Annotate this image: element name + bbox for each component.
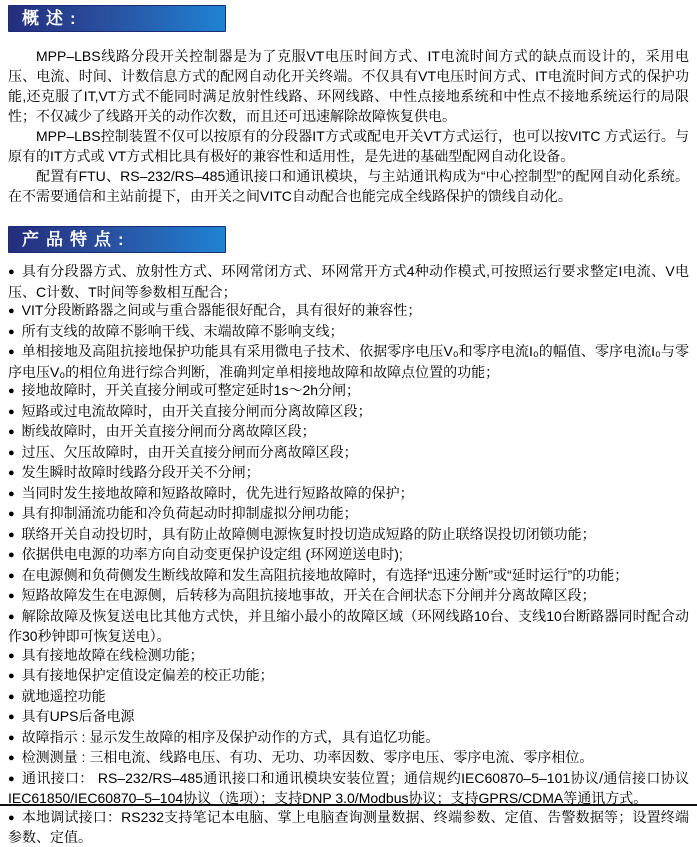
feature-item xyxy=(8,666,689,687)
feature-text: 依据供电电源的功率方向自动变更保护设定组 (环网逆送电时); xyxy=(21,546,403,562)
feature-item xyxy=(8,607,689,646)
feature-item xyxy=(8,769,689,808)
section-header-overview xyxy=(8,5,226,32)
bullet-icon: ● xyxy=(8,811,15,824)
bullet-icon: ● xyxy=(8,528,15,541)
feature-text: 具有UPS后备电源 xyxy=(21,708,135,724)
overview-title: 概述: xyxy=(22,9,83,28)
bullet-icon: ● xyxy=(8,569,15,582)
feature-text: 通讯接口： RS–232/RS–485通讯接口和通讯模块安装位置；通信规约IEC60870–5–101协议/通信接口协议IEC61850/IEC60870–5–104协议（选项）；支持DNP 3.0/Modbus协议；支持GPRS/CDMA等通讯方式。 xyxy=(8,769,689,806)
feature-text: 过压、欠压故障时，由开关直接分闸而分离故障区段； xyxy=(21,443,358,460)
feature-text: 短路故障发生在电源侧，后转移为高阻抗接地事故，开关在合闸状态下分闸并分离故障区段； xyxy=(21,587,596,603)
feature-item xyxy=(8,463,689,484)
feature-item xyxy=(8,262,689,301)
feature-text: 单相接地及高阻抗接地保护功能具有采用微电子技术、依据零序电压V₀和零序电流I₀的幅值、零序电流I₀与零序电压V₀的相位角进行综合判断，准确判定单相接地故障和故障点位置的功能； xyxy=(8,343,689,380)
bottom-divider xyxy=(0,804,697,806)
feature-item xyxy=(8,748,689,769)
feature-text: 当同时发生接地故障和短路故障时，优先进行短路故障的保护； xyxy=(21,484,414,501)
feature-text: 短路或过电流故障时，由开关直接分闸而分离故障区段； xyxy=(21,402,372,419)
feature-text: 检测测量 : 三相电流、线路电压、有功、无功、功率因数、零序电压、零序电流、零序相位。 xyxy=(21,749,594,765)
bullet-icon: ● xyxy=(8,487,15,500)
feature-text: 具有分段器方式、放射性方式、环网常闭方式、环网常开方式4种动作模式,可按照运行要求整定I电流、V电压、C计数、T时间等参数相互配合； xyxy=(8,263,689,300)
feature-text: 本地调试接口：RS232支持笔记本电脑、掌上电脑查询测量数据、终端参数、定值、告警数据等；设置终端参数、定值。 xyxy=(8,808,689,845)
bullet-icon: ● xyxy=(8,305,15,317)
feature-item xyxy=(8,687,689,708)
bullet-icon: ● xyxy=(8,467,15,479)
feature-text: 故障指示 : 显示发生故障的相序及保护动作的方式，具有追忆功能。 xyxy=(21,728,440,745)
feature-text: 发生瞬时故障时线路分段开关不分闸； xyxy=(21,464,260,480)
feature-text: VIT分段断路器之间或与重合器能很好配合，具有很好的兼容性； xyxy=(21,302,422,318)
bullet-icon: ● xyxy=(8,752,15,764)
bullet-icon: ● xyxy=(8,649,15,662)
feature-item xyxy=(8,707,689,728)
feature-item xyxy=(8,381,689,402)
bullet-icon: ● xyxy=(8,690,15,703)
feature-item xyxy=(8,728,689,749)
overview-paragraph: MPP–LBS控制装置不仅可以按原有的分段器IT方式或配电开关VT方式运行，也可以按VITC 方式运行。与原有的IT方式或 VT方式相比具有极好的兼容性和适用性，是先进的基础型配网自动化设备。 xyxy=(8,128,689,164)
feature-item xyxy=(8,545,689,566)
feature-item xyxy=(8,322,689,343)
bullet-icon: ● xyxy=(8,385,15,397)
feature-item xyxy=(8,586,689,607)
bullet-icon: ● xyxy=(8,446,15,459)
feature-item xyxy=(8,808,689,847)
feature-item xyxy=(8,422,689,443)
bullet-icon: ● xyxy=(8,508,15,520)
feature-text: 就地遥控功能 xyxy=(21,687,106,704)
feature-text: 接地故障时，开关直接分闸或可整定延时1s～2h分闸； xyxy=(21,382,361,398)
overview-paragraph: 配置有FTU、RS–232/RS–485通讯接口和通讯模块，与主站通讯构成为“中心控制型”的配网自动化系统。在不需要通信和主站前提下，由开关之间VITC自动配合也能完成全线路保护的馈线自动化。 xyxy=(8,168,689,204)
feature-text: 具有抑制涌流功能和冷负荷起动时抑制虚拟分闸功能； xyxy=(21,505,358,521)
feature-text: 解除故障及恢复送电比其他方式快，并且缩小最小的故障区域（环网线路10台、支线10台断路器同时配合动作30秒钟即可恢复送电）。 xyxy=(8,607,689,644)
feature-item xyxy=(8,525,689,546)
bullet-icon: ● xyxy=(8,266,15,278)
bullet-icon: ● xyxy=(8,426,15,438)
feature-item xyxy=(8,484,689,505)
bullet-icon: ● xyxy=(8,670,15,682)
feature-text: 具有接地故障在线检测功能； xyxy=(21,646,204,663)
features-list xyxy=(8,262,689,847)
feature-text: 联络开关自动投切时，具有防止故障侧电源恢复时投切造成短路的防止联络误投切闭锁功能； xyxy=(21,525,596,542)
feature-item xyxy=(8,301,689,322)
bullet-icon: ● xyxy=(8,325,15,338)
bullet-icon: ● xyxy=(8,405,15,418)
feature-item xyxy=(8,402,689,423)
bullet-icon: ● xyxy=(8,346,15,358)
feature-item xyxy=(8,342,689,381)
feature-text: 断线故障时，由开关直接分闸而分离故障区段； xyxy=(21,423,316,439)
bullet-icon: ● xyxy=(8,731,15,744)
bullet-icon: ● xyxy=(8,590,15,602)
bullet-icon: ● xyxy=(8,549,15,561)
feature-item xyxy=(8,646,689,667)
bullet-icon: ● xyxy=(8,772,15,785)
feature-item xyxy=(8,566,689,587)
feature-item xyxy=(8,443,689,464)
section-header-features xyxy=(8,226,226,253)
bullet-icon: ● xyxy=(8,610,15,623)
feature-text: 所有支线的故障不影响干线、末端故障不影响支线； xyxy=(21,322,344,339)
feature-item xyxy=(8,504,689,525)
bullet-icon: ● xyxy=(8,711,15,723)
overview-paragraph: MPP–LBS线路分段开关控制器是为了克服VT电压时间方式、IT电流时间方式的缺点而设计的，采用电压、电流、时间、计数信息方式的配网自动化开关终端。不仅具有VT电压时间方式、IT电流时间方式的保护功能,还克服了IT,VT方式不能同时满足放射性线路、环网线路、中性点接地系统和中性点不接地系统运行的局限性；不仅减少了线路开关的动作次数，而且还可迅速解除故障恢复供电。 xyxy=(8,48,689,124)
overview-body xyxy=(8,46,689,206)
features-title: 产品特点: xyxy=(22,230,131,249)
feature-text: 具有接地保护定值设定偏差的校正功能； xyxy=(21,667,274,683)
feature-text: 在电源侧和负荷侧发生断线故障和发生高阻抗接地故障时，有选择“迅速分断”或“延时运行”的功能； xyxy=(21,566,629,583)
